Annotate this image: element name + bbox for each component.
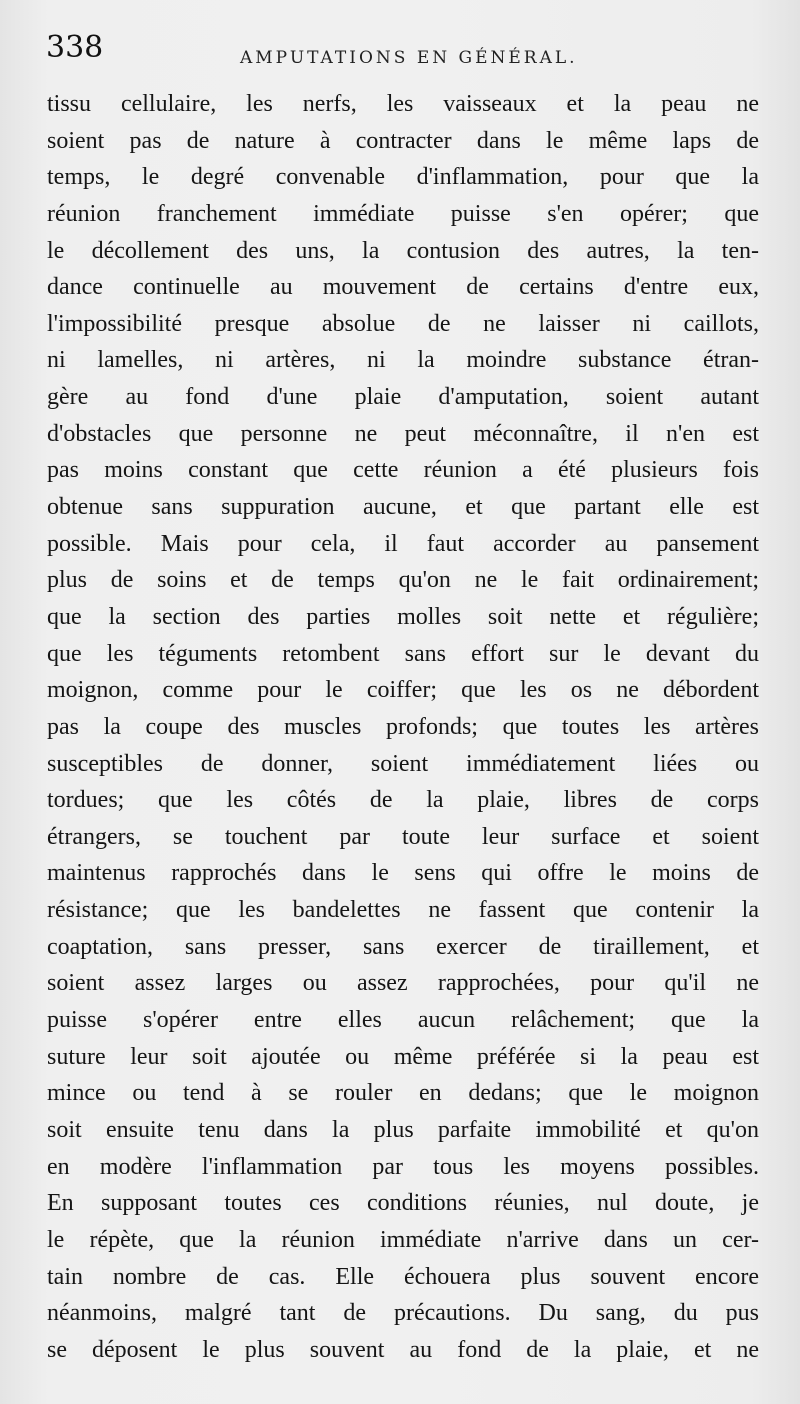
- text-line: suture leur soit ajoutée ou même préférée si la peau est: [47, 1043, 759, 1070]
- text-line: se déposent le plus souvent au fond de la plaie, et ne: [47, 1336, 759, 1363]
- text-line: en modère l'inflammation par tous les moyens possibles.: [47, 1153, 759, 1180]
- text-line: maintenus rapprochés dans le sens qui offre le moins de: [47, 860, 759, 887]
- text-line: néanmoins, malgré tant de précautions. Du sang, du pus: [47, 1300, 759, 1327]
- text-line: réunion franchement immédiate puisse s'en opérer; que: [47, 200, 759, 227]
- text-line: plus de soins et de temps qu'on ne le fait ordinairement;: [47, 567, 759, 594]
- page-number: 338: [46, 30, 104, 65]
- text-line: étrangers, se touchent par toute leur surface et soient: [47, 823, 759, 850]
- text-line: puisse s'opérer entre elles aucun relâchement; que la: [47, 1007, 759, 1034]
- text-line: tordues; que les côtés de la plaie, libres de corps: [47, 787, 759, 814]
- text-line: que les téguments retombent sans effort sur le devant du: [47, 640, 759, 667]
- text-line: susceptibles de donner, soient immédiatement liées ou: [47, 750, 759, 777]
- text-line: l'impossibilité presque absolue de ne laisser ni caillots,: [47, 310, 759, 337]
- text-line: soit ensuite tenu dans la plus parfaite immobilité et qu'on: [47, 1116, 759, 1143]
- text-line: ni lamelles, ni artères, ni la moindre substance étran-: [47, 347, 759, 374]
- text-line: En supposant toutes ces conditions réunies, nul doute, je: [47, 1190, 759, 1217]
- text-line: que la section des parties molles soit nette et régulière;: [47, 603, 759, 630]
- text-line: obtenue sans suppuration aucune, et que partant elle est: [47, 494, 759, 521]
- running-head: AMPUTATIONS EN GÉNÉRAL.: [240, 48, 578, 68]
- body-text: [47, 86, 759, 1368]
- text-line: tissu cellulaire, les nerfs, les vaisseaux et la peau ne: [47, 91, 759, 117]
- text-line: dance continuelle au mouvement de certains d'entre eux,: [47, 274, 759, 301]
- text-line: d'obstacles que personne ne peut méconnaître, il n'en est: [47, 420, 759, 447]
- text-line: soient assez larges ou assez rapprochées, pour qu'il ne: [47, 970, 759, 997]
- text-line: soient pas de nature à contracter dans le même laps de: [47, 127, 759, 154]
- text-line: le répète, que la réunion immédiate n'arrive dans un cer-: [47, 1226, 759, 1253]
- text-line: mince ou tend à se rouler en dedans; que le moignon: [47, 1080, 759, 1107]
- text-line: moignon, comme pour le coiffer; que les os ne débordent: [47, 677, 759, 704]
- text-line: coaptation, sans presser, sans exercer de tiraillement, et: [47, 933, 759, 960]
- text-line: pas la coupe des muscles profonds; que toutes les artères: [47, 713, 759, 740]
- text-line: tain nombre de cas. Elle échouera plus souvent encore: [47, 1263, 759, 1290]
- text-line: temps, le degré convenable d'inflammation, pour que la: [47, 164, 759, 191]
- text-line: le décollement des uns, la contusion des autres, la ten-: [47, 237, 759, 264]
- text-line: possible. Mais pour cela, il faut accorder au pansement: [47, 530, 759, 557]
- text-line: pas moins constant que cette réunion a été plusieurs fois: [47, 457, 759, 484]
- text-line: gère au fond d'une plaie d'amputation, soient autant: [47, 384, 759, 411]
- text-line: résistance; que les bandelettes ne fassent que contenir la: [47, 897, 759, 924]
- page-header: [0, 26, 800, 76]
